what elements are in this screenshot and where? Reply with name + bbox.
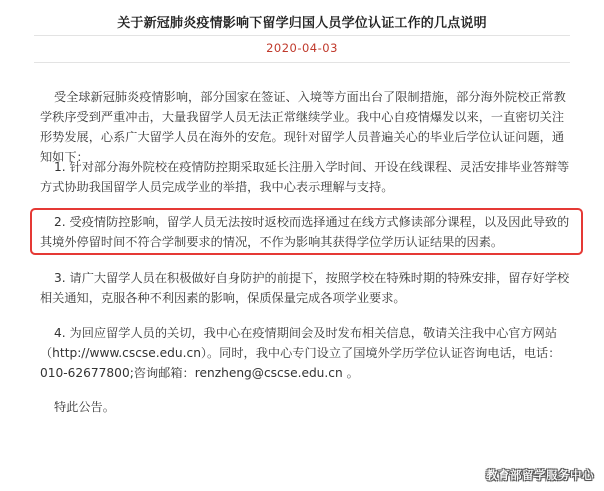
- intro-paragraph: 受全球新冠肺炎疫情影响，部分国家在签证、入境等方面出台了限制措施，部分海外院校正常教学秩序受到严重冲击，大量我留学人员无法正常继续学业。我中心自疫情爆发以来，一直密切关注形势发展，心系广大留学人员在海外的安危。现针对留学人员普遍关心的毕业后学位认证问题，通知如下：: [40, 90, 566, 164]
- title-divider-top: [34, 35, 570, 36]
- point-4-paragraph: 4. 为回应留学人员的关切，我中心在疫情期间会及时发布相关信息，敬请关注我中心官方网站（http://www.cscse.edu.cn）。同时，我中心专门设立了国境外学历学位认证咨询电话，电话：010-62677800;咨询邮箱：renzheng@cscse.edu.cn 。: [40, 326, 561, 380]
- point-2-paragraph: 2. 受疫情防控影响，留学人员无法按时返校而选择通过在线方式修读部分课程，以及因此导致的其境外停留时间不符合学制要求的情况，不作为影响其获得学位学历认证结果的因素。: [40, 215, 570, 249]
- document-title: 关于新冠肺炎疫情影响下留学归国人员学位认证工作的几点说明: [117, 16, 487, 31]
- point-1-paragraph: 1. 针对部分海外院校在疫情防控期采取延长注册入学时间、开设在线课程、灵活安排毕业答辩等方式协助我国留学人员完成学业的举措，我中心表示理解与支持。: [40, 160, 570, 194]
- closing-paragraph: 特此公告。: [54, 400, 115, 414]
- point-3-paragraph: 3. 请广大留学人员在积极做好自身防护的前提下，按照学校在特殊时期的特殊安排，留存好学校相关通知，克服各种不利因素的影响，保质保量完成各项学业要求。: [40, 271, 570, 305]
- watermark: 教育部留学服务中心: [486, 468, 594, 482]
- publish-date: 2020-04-03: [266, 41, 338, 55]
- title-divider-bottom: [34, 62, 570, 63]
